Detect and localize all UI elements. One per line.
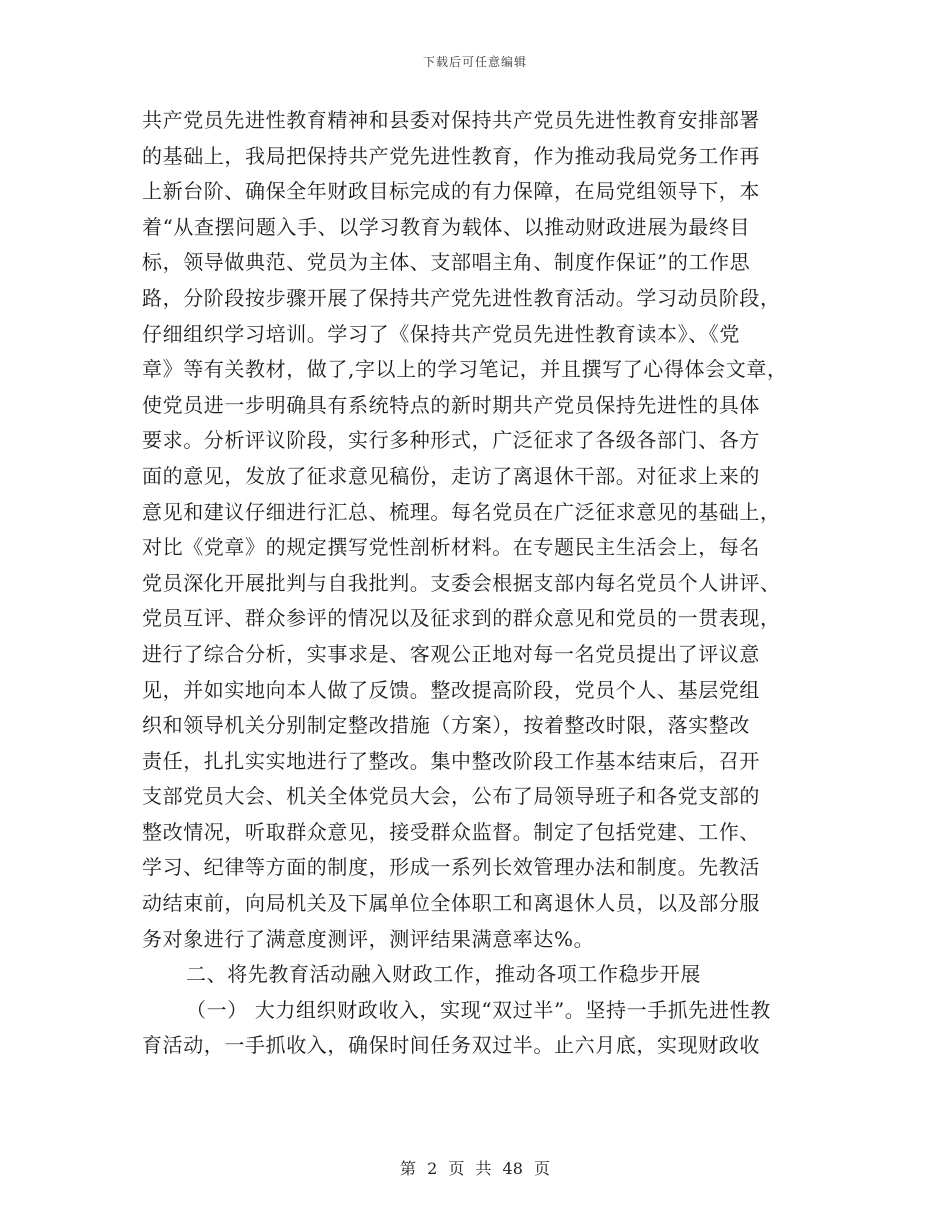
paragraph-2 (142, 993, 814, 1064)
text-line: 责任，扎扎实实地进行了整改。集中整改阶段工作基本结束后，召开 (142, 748, 760, 773)
text-line: 动结束前，向局机关及下属单位全体职工和离退休人员，以及部分服 (142, 891, 760, 916)
text-line: 支部党员大会、机关全体党员大会，公布了局领导班子和各党支部的 (142, 784, 760, 809)
page-number-footer: 第 2 页 共 48 页 (400, 1159, 550, 1178)
text-line: 意见和建议仔细进行汇总、梳理。每名党员在广泛征求意见的基础上， (142, 499, 781, 524)
text-line: 对比《党章》的规定撰写党性剖析材料。在专题民主生活会上，每名 (142, 535, 760, 560)
text-line: 党员深化开展批判与自我批判。支委会根据支部内每名党员个人讲评、 (142, 570, 781, 595)
text-line: 要求。分析评议阶段，实行多种形式，广泛征求了各级各部门、各方 (142, 428, 760, 453)
text-line: 路，分阶段按步骤开展了保持共产党先进性教育活动。学习动员阶段， (142, 285, 781, 310)
text-line: 共产党员先进性教育精神和县委对保持共产党员先进性教育安排部署 (142, 108, 760, 132)
text-line: 章》等有关教材，做了,字以上的学习笔记，并且撰写了心得体会文章， (142, 357, 788, 382)
text-line: 着“从查摆问题入手、以学习教育为载体、以推动财政进展为最终目 (142, 214, 751, 239)
text-line: 进行了综合分析，实事求是、客观公正地对每一名党员提出了评议意 (142, 641, 760, 666)
heading-line: 二、将先教育活动融入财政工作，推动各项工作稳步开展 (186, 962, 701, 987)
text-line: 的基础上，我局把保持共产党先进性教育，作为推动我局党务工作再 (142, 143, 760, 168)
text-line: 仔细组织学习培训。学习了《保持共产党员先进性教育读本》、《党 (142, 321, 740, 346)
page-header: 下载后可任意编辑 (422, 55, 527, 69)
paragraph-1 (142, 103, 814, 957)
text-line: 标，领导做典范、党员为主体、支部唱主角、制度作保证”的工作思 (142, 250, 751, 275)
section-heading (142, 957, 814, 993)
text-line: 务对象进行了满意度测评，测评结果满意率达%。 (142, 926, 595, 951)
text-line: 党员互评、群众参评的情况以及征求到的群众意见和党员的一贯表现， (142, 606, 781, 631)
text-line: 育活动，一手抓收入，确保时间任务双过半。止六月底，实现财政收 (142, 1033, 760, 1058)
text-line: 面的意见，发放了征求意见稿份，走访了离退休干部。对征求上来的 (142, 463, 760, 488)
text-line: 上新台阶、确保全年财政目标完成的有力保障，在局党组领导下，本 (142, 179, 760, 204)
text-line: （一） 大力组织财政收入，实现“双过半”。坚持一手抓先进性教 (186, 997, 771, 1022)
text-line: 整改情况，听取群众意见，接受群众监督。制定了包括党建、工作、 (142, 819, 760, 844)
text-line: 见，并如实地向本人做了反馈。整改提高阶段，党员个人、基层党组 (142, 677, 760, 702)
text-line: 织和领导机关分别制定整改措施（方案），按着整改时限，落实整改 (142, 713, 750, 738)
text-line: 学习、纪律等方面的制度，形成一系列长效管理办法和制度。先教活 (142, 855, 760, 880)
document-body (142, 103, 814, 1064)
text-line: 使党员进一步明确具有系统特点的新时期共产党员保持先进性的具体 (142, 392, 760, 417)
